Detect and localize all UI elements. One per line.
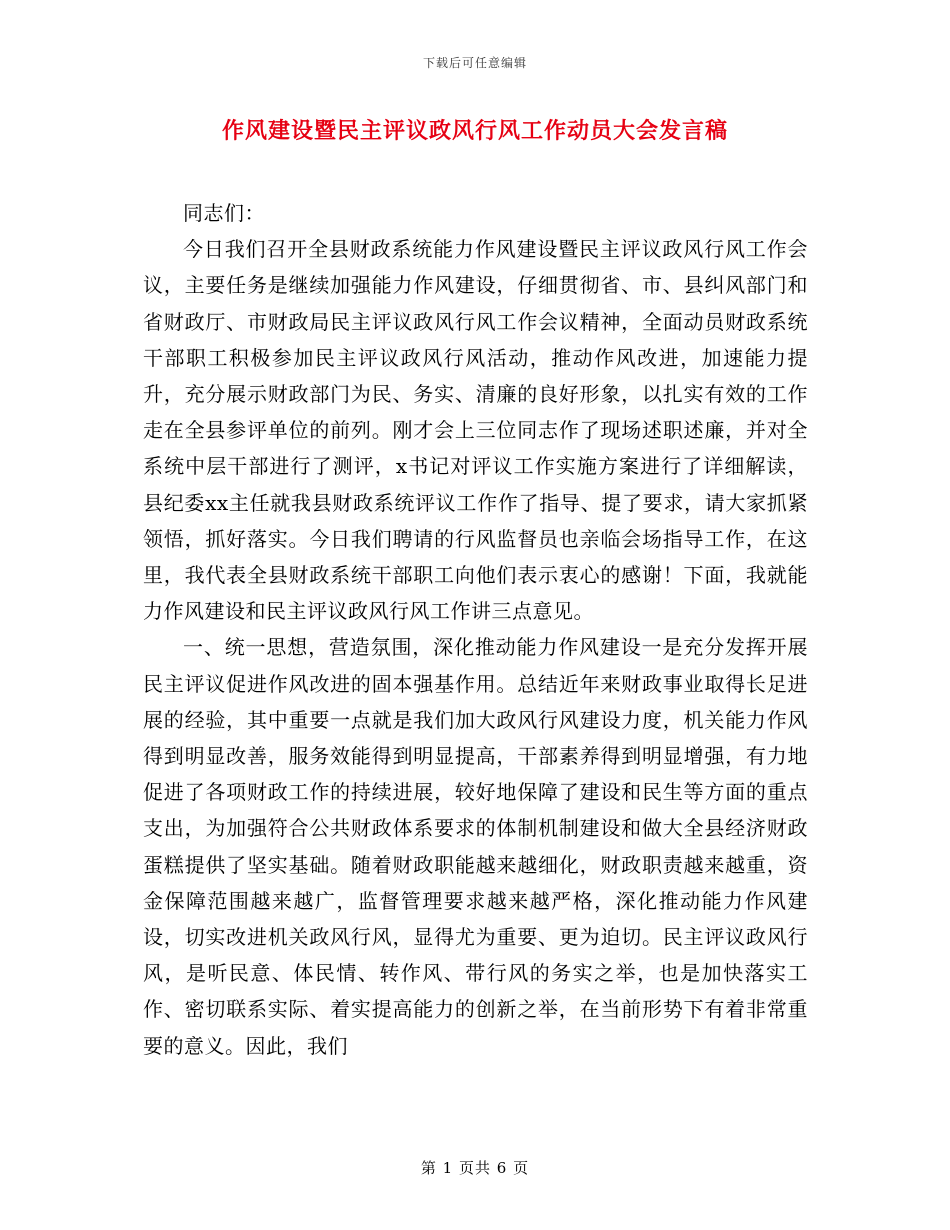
header-note: 下载后可任意编辑: [422, 56, 527, 70]
page-number: 第 1 页共 6 页: [420, 1159, 530, 1177]
salutation: 同志们：: [183, 201, 265, 225]
document-body: [143, 195, 808, 1064]
document-title: 作风建设暨民主评议政风行风工作动员大会发言稿: [221, 118, 728, 144]
paragraph-1: 今日我们召开全县财政系统能力作风建设暨民主评议政风行风工作会议，主要任务是继续加强能力作风建设，仔细贯彻省、市、县纠风部门和省财政厅、市财政局民主评议政风行风工作会议精神，全面动员财政系统干部职工积极参加民主评议政风行风活动，推动作风改进，加速能力提升，充分展示财政部门为民、务实、清廉的良好形象，以扎实有效的工作走在全县参评单位的前列。刚才会上三位同志作了现场述职述廉，并对全系统中层干部进行了测评，x书记对评议工作实施方案进行了详细解读，县纪委xx主任就我县财政系统评议工作作了指导、提了要求，请大家抓紧领悟，抓好落实。今日我们聘请的行风监督员也亲临会场指导工作，在这里，我代表全县财政系统干部职工向他们表示衷心的感谢！下面，我就能力作风建设和民主评议政风行风工作讲三点意见。: [143, 237, 808, 624]
paragraph-2: 一、统一思想，营造氛围，深化推动能力作风建设一是充分发挥开展民主评议促进作风改进的固本强基作用。总结近年来财政事业取得长足进展的经验，其中重要一点就是我们加大政风行风建设力度，机关能力作风得到明显改善，服务效能得到明显提高，干部素养得到明显增强，有力地促进了各项财政工作的持续进展，较好地保障了建设和民生等方面的重点支出，为加强符合公共财政体系要求的体制机制建设和做大全县经济财政蛋糕提供了坚实基础。随着财政职能越来越细化，财政职责越来越重，资金保障范围越来越广，监督管理要求越来越严格，深化推动能力作风建设，切实改进机关政风行风，显得尤为重要、更为迫切。民主评议政风行风，是听民意、体民情、转作风、带行风的务实之举，也是加快落实工作、密切联系实际、着实提高能力的创新之举，在当前形势下有着非常重要的意义。因此，我们: [143, 635, 808, 1058]
